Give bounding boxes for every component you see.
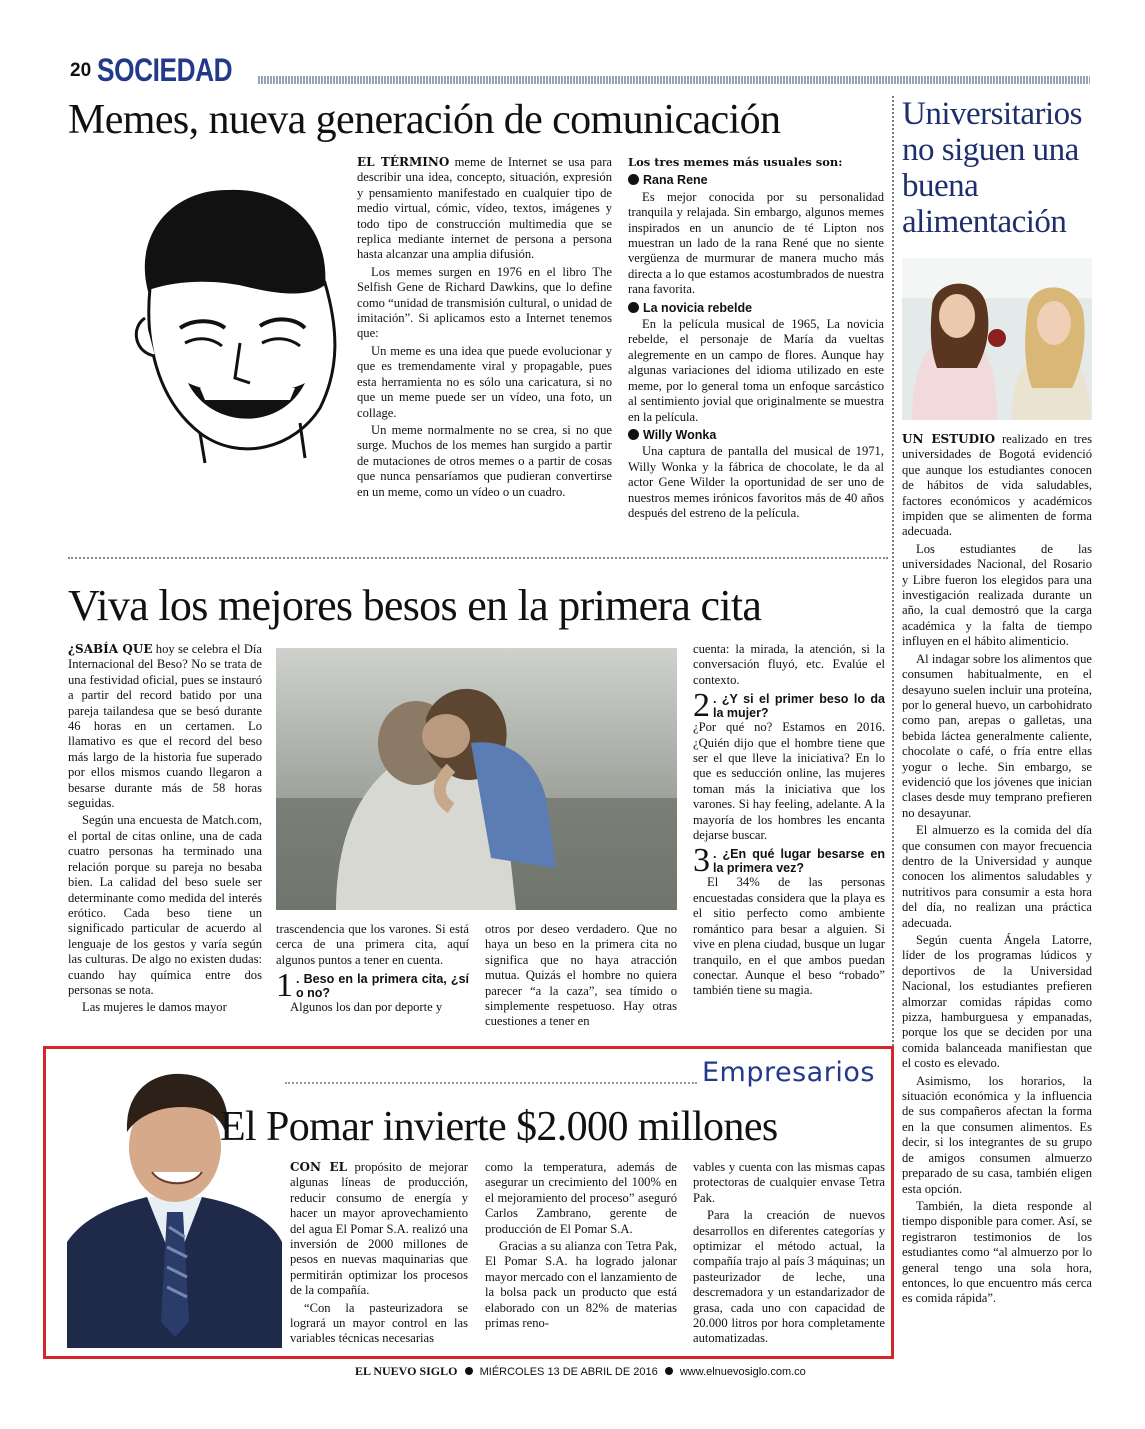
point-text: ¿Por qué no? Estamos en 2016. ¿Quién dijo que el hombre tiene que ser el que lleve la iniciativa? En lo que es seducción online, las mujeres toman más la iniciativa que los varones. Si hay feeling, adelante. A la mayoría de los hombres les encanta dejarse buscar. bbox=[693, 720, 885, 843]
universitarios-p: También, la dieta responde al tiempo disponible para comer. Así, se registraron testimonios de los estudiantes como “al almuerzo por lo general tengo una sola hora, entonces, lo que encuentro más cerca es comida rápida”. bbox=[902, 1198, 1092, 1306]
point-title: . Beso en la primera cita, ¿sí o no? bbox=[296, 972, 469, 1001]
besos-col4-text: cuenta: la mirada, la atención, si la conversación fluyó, etc. Evalúe el contexto. bbox=[693, 642, 885, 687]
footer bbox=[355, 1364, 806, 1379]
universitarios-p: El almuerzo es la comida del día que consumen con mayor frecuencia dentro de la Universidad y aunque conocen los alimentos saludables y nutritivos para consumir a esta hora del día, no realizan una práctica adecuada. bbox=[902, 823, 1092, 930]
section-divider bbox=[68, 557, 888, 559]
meme-item-text: En la película musical de 1965, La novicia rebelde, el personaje de María da vueltas alegremente en un campo de flores. Aunque hay algunas variaciones del idioma utilizado en este meme, por lo general toma un enfoque sarcástico al sentimiento jovial que originalmente se muestra en la película. bbox=[628, 317, 884, 424]
besos-p3: Las mujeres le damos mayor bbox=[82, 1000, 227, 1015]
pomar-kicker-rule bbox=[285, 1082, 697, 1084]
pomar-col3 bbox=[693, 1160, 885, 1349]
bullet-icon bbox=[628, 302, 639, 313]
universitarios-p: Al indagar sobre los alimentos que consumen habitualmente, en el desayuno suelen incluir una proteína, por lo general huevo, un carbohidrato como pan, arepas o galletas, una bebida láctea generalmente caliente, chocolate o café, o fría entre ellas yogur o leche. Sin embargo, se evidenció que los jóvenes que inician clases desde muy temprano prefieren no desayunar. bbox=[902, 651, 1092, 820]
memes-lead: EL TÉRMINO bbox=[357, 155, 450, 169]
meme-item-title: Rana Rene bbox=[628, 173, 884, 188]
universitarios-p: Asimismo, los horarios, la situación económica y la influencia de sus compañeros afectan la forma en la que consumen alimentos. Es decir, si los integrantes de su grupo de amigos consumen almuerzo preparado de su casa, también eligen esta opción. bbox=[902, 1073, 1092, 1196]
point-number: 3 bbox=[693, 842, 710, 880]
pomar-p1-text: propósito de mejorar algunas líneas de producción, reducir consumo de energía y hacer un mayor aprovechamiento del agua El Pomar S.A. realizó una inversión de 2000 millones de pesos en nuevas maquinarias que permitirán optimizar los procesos de la compañía. bbox=[290, 1160, 468, 1298]
memes-col1-p3: Un meme es una idea que puede evolucionar y que es tremendamente viral y propagable, pues esta herramienta no es sólo una caricatura, si no que un meme puede ser un vídeo, una foto, un collage. bbox=[357, 343, 612, 420]
universitarios-title: Universitarios no siguen una buena alimentación bbox=[902, 96, 1082, 240]
besos-title: Viva los mejores besos en la primera cita bbox=[68, 581, 762, 630]
besos-col2 bbox=[276, 922, 469, 1018]
bullet-icon bbox=[665, 1367, 673, 1375]
meme-face-illustration bbox=[110, 178, 350, 468]
point-number: 2 bbox=[693, 687, 710, 725]
besos-col2-text: trascendencia que los varones. Si está cerca de una primera cita, aquí algunos puntos a tener en cuenta. bbox=[276, 922, 469, 967]
pomar-lead: CON EL bbox=[290, 1160, 348, 1174]
besos-p1-text: hoy se celebra el Día Internacional del Beso? No se trata de una festividad oficial, pues se instauró a partir del record batido por una pareja tailandesa que se besó durante 46 horas en un certamen. Lo llamativo es que el record del beso más largo de la historia fue superado por ellos mismos cuando llegaron a besarse durante más de 58 horas seguidas. bbox=[68, 642, 262, 811]
pomar-p: Gracias a su alianza con Tetra Pak, El Pomar S.A. ha logrado jalonar mayor mercado con el lanzamiento de la bolsa pack un producto que está elaborado con un 82% de materias primas reno- bbox=[485, 1239, 677, 1331]
besos-point-3 bbox=[693, 842, 885, 880]
pomar-p: Para la creación de nuevos desarrollos en diferentes categorías y optimizar el método actual, la compañía trajo al país 3 máquinas; un pasteurizador de leche, una descremadora y un estandarizador de grasa, cada uno con capacidad de 20.000 litros por hora completamente automatizadas. bbox=[693, 1208, 885, 1346]
section-rule bbox=[258, 76, 1090, 84]
kiss-photo bbox=[276, 648, 677, 910]
section-title: SOCIEDAD bbox=[97, 52, 233, 88]
memes-col1 bbox=[357, 155, 612, 502]
meme-item-text: Es mejor conocida por su personalidad tranquila y relajada. Sin embargo, algunos memes inspirados en un anuncio de té Lipton nos muestran un lado de la rana René que no siente vergüenza de murmurar de manera mucho más directa a lo que estamos acostumbrados de nuestra rana favorita. bbox=[628, 189, 884, 297]
universitarios-lead: UN ESTUDIO bbox=[902, 432, 996, 446]
memes-col1-p1 bbox=[357, 155, 612, 263]
pomar-col1 bbox=[290, 1160, 468, 1349]
besos-lead: ¿SABÍA QUE bbox=[68, 642, 153, 656]
point-text: Algunos los dan por deporte y bbox=[290, 1000, 443, 1015]
besos-p2: Según una encuesta de Match.com, el portal de citas online, una de cada cuatro personas ha terminado una relación porque su pareja no besaba bien. La calidad del beso suele ser determinante como medida del interés erótico. Cada beso tiene un significado particular de acuerdo al lenguaje de los gestos y varía según las culturas. De algo no existen dudas: cuando hay química entre dos personas se nota. bbox=[68, 813, 262, 997]
pomar-col2 bbox=[485, 1160, 677, 1333]
meme-item-title: La novicia rebelde bbox=[628, 301, 884, 316]
point-title: . ¿Y si el primer beso lo da la mujer? bbox=[713, 692, 885, 721]
footer-date: MIÉRCOLES 13 DE ABRIL DE 2016 bbox=[479, 1366, 658, 1378]
memes-col2 bbox=[628, 155, 884, 523]
footer-logo: EL NUEVO SIGLO bbox=[355, 1364, 458, 1378]
meme-item-text: Una captura de pantalla del musical de 1971, Willy Wonka y la fábrica de chocolate, le da al actor Gene Wilder la oportunidad de ser uno de nuestros memes irónicos favoritos más de 40 años después del estreno de la película. bbox=[628, 444, 884, 520]
pomar-p: “Con la pasteurizadora se logrará un mayor control en las variables técnicas necesarias bbox=[290, 1300, 468, 1346]
besos-col4 bbox=[693, 642, 885, 1001]
point-title: . ¿En qué lugar besarse en la primera vez? bbox=[713, 847, 885, 876]
point-number: 1 bbox=[276, 967, 293, 1005]
besos-col3 bbox=[485, 922, 677, 1032]
bullet-icon bbox=[628, 429, 639, 440]
meme-item-title: Willy Wonka bbox=[628, 428, 884, 443]
universitarios-p: Los estudiantes de las universidades Nacional, del Rosario y Libre fueron los elegidos para una investigación realizada durante un año, la cual demostró que la carga académica y la falta de tiempo influyen en el hábito alimenticio. bbox=[902, 541, 1092, 649]
pomar-kicker: Empresarios bbox=[702, 1057, 875, 1088]
besos-point-1 bbox=[276, 967, 469, 1005]
besos-col1 bbox=[68, 642, 262, 1018]
pomar-p: como la temperatura, además de asegurar un crecimiento del 100% en el mejoramiento del proceso” aseguró Carlos Zambrano, gerente de producción de El Pomar S.A. bbox=[485, 1160, 677, 1236]
bullet-icon bbox=[628, 174, 639, 185]
point-text: El 34% de las personas encuestadas considera que la playa es el sitio perfecto como ambiente romántico para besar a alguien. Si vive en plena ciudad, busque un lugar tranquilo, en el que ambos puedan conectar. Aunque el beso “robado” también tiene su magia. bbox=[693, 875, 885, 998]
memes-col1-p4: Un meme normalmente no se crea, si no que surge. Muchos de los memes han surgido a partir de mutaciones de otros memes o a partir de cosas que nunca pensaríamos que pudieran convertirse en un meme, como un vídeo o un cuadro. bbox=[357, 422, 612, 499]
besos-point-2 bbox=[693, 687, 885, 725]
memes-p1-text: meme de Internet se usa para describir una idea, concepto, situación, expresión y pensamiento manifestado en cualquier tipo de medio virtual, cómic, vídeo, textos, imágenes y todo tipo de construcción multimedia que se replica mediante internet de persona a persona hasta alcanzar una amplia difusión. bbox=[357, 155, 612, 262]
pomar-p: vables y cuenta con las mismas capas protectoras de cualquier envase Tetra Pak. bbox=[693, 1160, 885, 1205]
bullet-icon bbox=[465, 1367, 473, 1375]
universitarios-p: Según cuenta Ángela Latorre, líder de los programas lúdicos y deportivos de la Universidad Nacional, los estudiantes prefieren almorzar comidas rápidas como pizza, hamburguesa y empanadas, porque los que se deciden por una comida balanceada manifiestan que el costo es elevado. bbox=[902, 933, 1092, 1071]
memes-title: Memes, nueva generación de comunicación bbox=[68, 97, 781, 143]
memes-list-intro: Los tres memes más usuales son: bbox=[628, 155, 843, 169]
universitarios-body bbox=[902, 432, 1092, 1309]
students-photo bbox=[902, 258, 1092, 420]
footer-url[interactable]: www.elnuevosiglo.com.co bbox=[679, 1366, 806, 1378]
besos-col3-text: otros por deseo verdadero. Que no haya un beso en la primera cita no significa que no haya atracción mutua. Quizás el hombre no quiera parecer “a la caza”, sea tímido o simplemente respetuoso. Hay otras cuestiones a tener en bbox=[485, 922, 677, 1029]
executive-photo bbox=[67, 1052, 282, 1348]
pomar-title: El Pomar invierte $2.000 millones bbox=[220, 1104, 778, 1150]
memes-col1-p2: Los memes surgen en 1976 en el libro The Selfish Gene de Richard Dawkins, que lo define como “unidad de transmisión cultural, o unidad de imitación”. Si aplicamos esto a Internet tenemos que: bbox=[357, 264, 612, 341]
universitarios-p1-text: realizado en tres universidades de Bogotá evidenció que aunque los estudiantes conocen de hábitos de vida saludables, factores económicos y académicos impiden que se alimenten de forma adecuada. bbox=[902, 432, 1092, 539]
page-number: 20 bbox=[70, 60, 92, 81]
